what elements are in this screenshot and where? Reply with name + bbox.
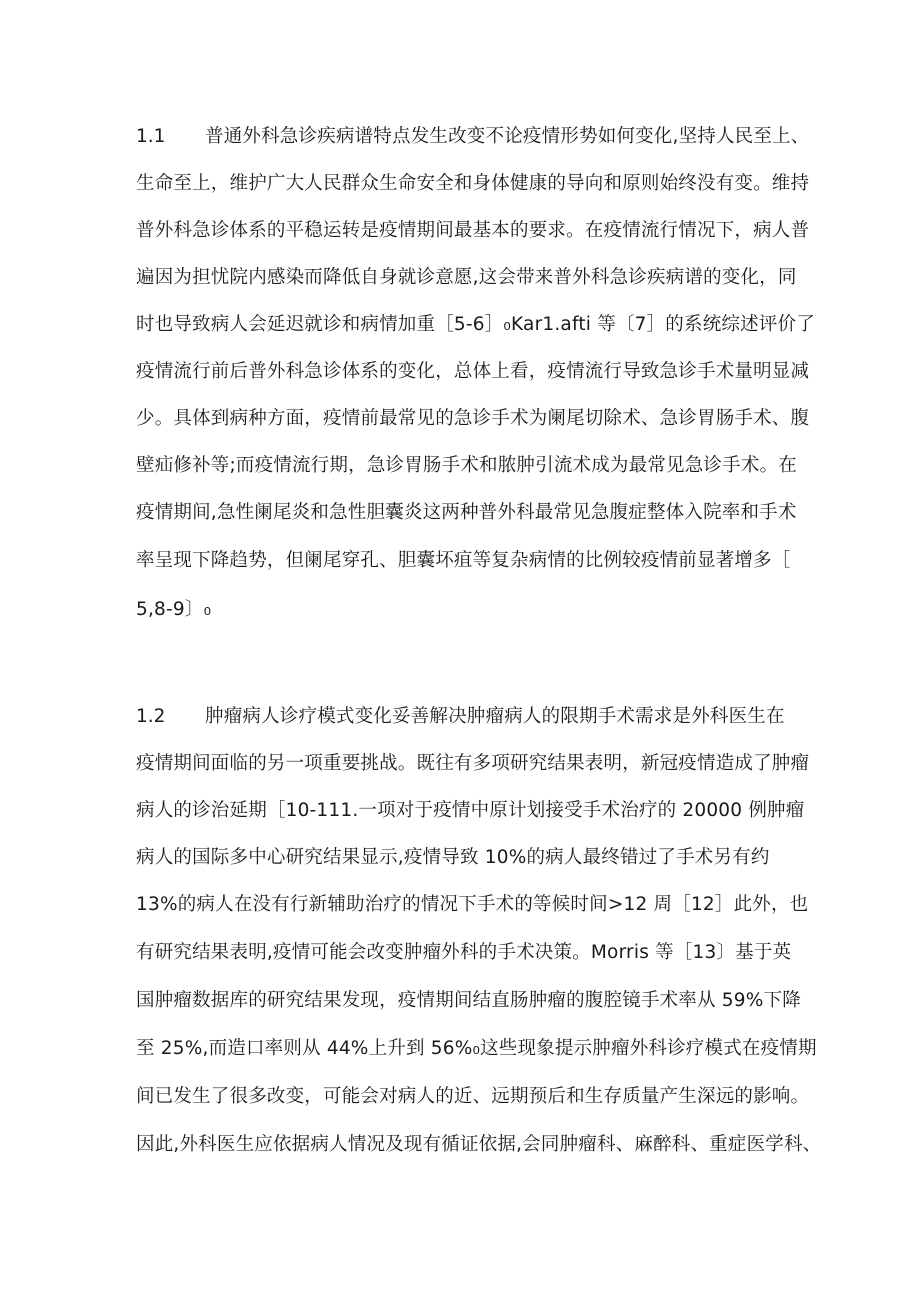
- paragraph-line: 疫情期间面临的另一项重要挑战。既往有多项研究结果表明，新冠疫情造成了肿瘤: [136, 753, 810, 774]
- paragraph-line: 因此,外科医生应依据病人情况及现有循证依据,会同肿瘤科、麻醉科、重症医学科、: [136, 1134, 822, 1155]
- section-number: 1.2: [136, 706, 166, 727]
- paragraph-line: 疫情期间,急性阑尾炎和急性胆囊炎这两种普外科最常见急腹症整体入院率和手术: [136, 502, 797, 523]
- section-number: 1.1: [136, 126, 166, 147]
- paragraph-line: 有研究结果表明,疫情可能会改变肿瘤外科的手术决策。Morris 等［13〕基于英: [136, 942, 792, 963]
- paragraph-line: 少。具体到病种方面，疫情前最常见的急诊手术为阑尾切除术、急诊胃肠手术、腹: [136, 408, 810, 429]
- paragraph-line: 13%的病人在没有行新辅助治疗的情况下手术的等候时间>12 周［12］此外，也: [136, 894, 809, 915]
- paragraph-line: 时也导致病人会延迟就诊和病情加重［5-6］₀Kar1.afti 等〔7］的系统综述评价了: [136, 314, 815, 335]
- paragraph-line: 间已发生了很多改变，可能会对病人的近、远期预后和生存质量产生深远的影响。: [136, 1086, 810, 1107]
- paragraph-line: 病人的诊治延期［10-111.一项对于疫情中原计划接受手术治疗的 20000 例肿瘤: [136, 800, 805, 821]
- paragraph-line: 疫情流行前后普外科急诊体系的变化，总体上看，疫情流行导致急诊手术量明显减: [136, 361, 810, 382]
- paragraph-line: 普外科急诊体系的平稳运转是疫情期间最基本的要求。在疫情流行情况下，病人普: [136, 220, 810, 241]
- paragraph-line: 病人的国际多中心研究结果显示,疫情导致 10%的病人最终错过了手术另有约: [136, 847, 770, 868]
- paragraph-line: 生命至上，维护广大人民群众生命安全和身体健康的导向和原则始终没有变。维持: [136, 173, 810, 194]
- paragraph-line: 普通外科急诊疾病谱特点发生改变不论疫情形势如何变化,坚持人民至上、: [205, 126, 810, 147]
- paragraph-line: 国肿瘤数据库的研究结果发现，疫情期间结直肠肿瘤的腹腔镜手术率从 59%下降: [136, 990, 801, 1011]
- paragraph-line: 肿瘤病人诊疗模式变化妥善解决肿瘤病人的限期手术需求是外科医生在: [205, 706, 785, 727]
- paragraph-line: 至 25%,而造口率则从 44%上升到 56%₀这些现象提示肿瘤外科诊疗模式在疫情期: [136, 1038, 817, 1059]
- paragraph-line: 遍因为担忧院内感染而降低自身就诊意愿,这会带来普外科急诊疾病谱的变化，同: [136, 267, 797, 288]
- paragraph-line: 5,8-9〕₀: [136, 599, 212, 620]
- paragraph-line: 壁疝修补等;而疫情流行期，急诊胃肠手术和脓肿引流术成为最常见急诊手术。在: [136, 455, 797, 476]
- paragraph-line: 率呈现下降趋势，但阑尾穿孔、胆囊坏疽等复杂病情的比例较疫情前显著增多［: [136, 550, 791, 571]
